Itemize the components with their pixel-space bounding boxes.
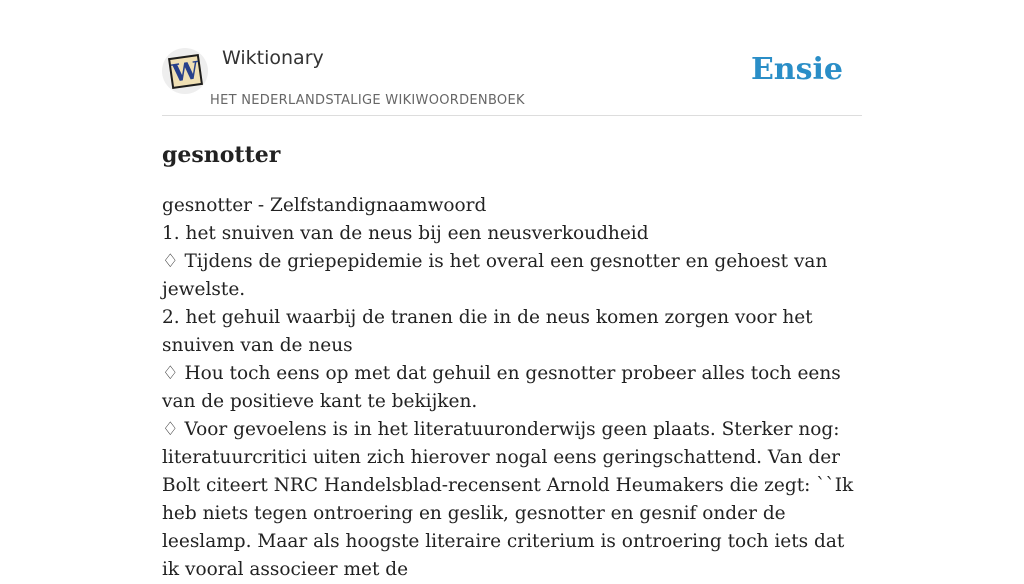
definition-2: 2. het gehuil waarbij de tranen die in de neus komen zorgen voor het snuiven van de neus bbox=[162, 307, 813, 356]
wiktionary-logo-icon: W bbox=[168, 54, 203, 89]
entry-heading: gesnotter - Zelfstandignaamwoord bbox=[162, 195, 487, 216]
entry-title: gesnotter bbox=[162, 142, 281, 168]
ensie-brand-logo[interactable]: Ensie bbox=[750, 52, 843, 87]
entry-body bbox=[162, 192, 862, 584]
site-title[interactable]: Wiktionary bbox=[222, 47, 324, 69]
site-header bbox=[162, 46, 862, 116]
example-3: ♢ Voor gevoelens is in het literatuuronderwijs geen plaats. Sterker nog: literatuurcritici uiten zich hierover nogal eens geringschattend. Van der Bolt citeert NRC Handelsblad-recensent Arnold Heumakers die zegt: ``Ik heb niets tegen ontroering en geslik, gesnotter en gesnif onder de leeslamp. Maar als hoogste literaire criterium is ontroering toch iets dat ik vooral associeer met de bbox=[162, 419, 854, 580]
example-1: ♢ Tijdens de griepepidemie is het overal een gesnotter en gehoest van jewelste. bbox=[162, 251, 828, 300]
example-2: ♢ Hou toch eens op met dat gehuil en gesnotter probeer alles toch eens van de positieve kant te bekijken. bbox=[162, 363, 841, 412]
definition-1: 1. het snuiven van de neus bij een neusverkoudheid bbox=[162, 223, 649, 244]
site-subtitle: HET NEDERLANDSTALIGE WIKIWOORDENBOEK bbox=[210, 93, 525, 108]
wiktionary-logo[interactable] bbox=[162, 48, 208, 94]
